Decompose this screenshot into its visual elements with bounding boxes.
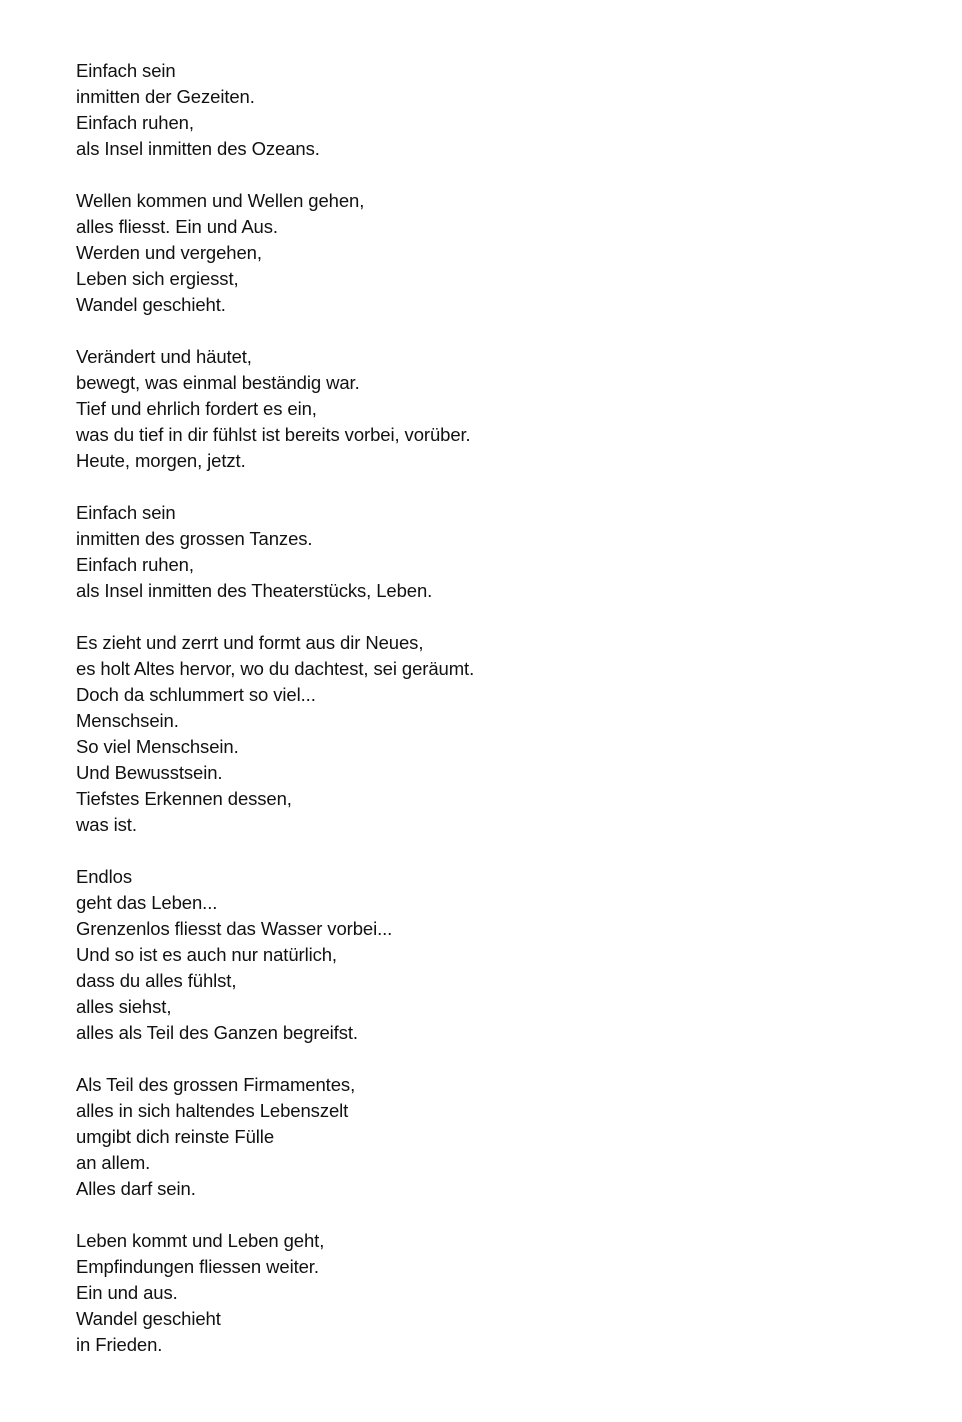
poem-line: dass du alles fühlst, [76,970,237,991]
poem-line: in Frieden. [76,1334,163,1355]
poem-line: inmitten der Gezeiten. [76,86,255,107]
poem-line: alles in sich haltendes Lebenszelt [76,1100,349,1121]
poem-line: Heute, morgen, jetzt. [76,450,246,471]
poem-document [76,58,936,1384]
poem-line: Werden und vergehen, [76,242,262,263]
poem-line: Und so ist es auch nur natürlich, [76,944,337,965]
poem-line: Einfach sein [76,60,176,81]
poem-line: als Insel inmitten des Theaterstücks, Leben. [76,580,433,601]
poem-line: Grenzenlos fliesst das Wasser vorbei... [76,918,393,939]
poem-line: Tiefstes Erkennen dessen, [76,788,292,809]
poem-line: Endlos [76,866,132,887]
stanza [76,630,936,838]
poem-line: Als Teil des grossen Firmamentes, [76,1074,356,1095]
poem-line: Empfindungen fliessen weiter. [76,1256,319,1277]
poem-line: Einfach ruhen, [76,112,194,133]
stanza [76,1072,936,1202]
stanza [76,188,936,318]
stanza [76,864,936,1046]
poem-line: es holt Altes hervor, wo du dachtest, sei geräumt. [76,658,475,679]
poem-line: alles als Teil des Ganzen begreifst. [76,1022,358,1043]
poem-line: geht das Leben... [76,892,218,913]
poem-line: inmitten des grossen Tanzes. [76,528,313,549]
poem-line: an allem. [76,1152,151,1173]
stanza [76,58,936,162]
stanza [76,1228,936,1358]
poem-line: Einfach sein [76,502,176,523]
poem-line: was du tief in dir fühlst ist bereits vorbei, vorüber. [76,424,471,445]
poem-line: was ist. [76,814,137,835]
poem-line: bewegt, was einmal beständig war. [76,372,360,393]
poem-line: Leben kommt und Leben geht, [76,1230,325,1251]
stanza [76,344,936,474]
poem-line: alles siehst, [76,996,172,1017]
poem-line: Doch da schlummert so viel... [76,684,316,705]
poem-line: Wandel geschieht. [76,294,226,315]
poem-line: Es zieht und zerrt und formt aus dir Neues, [76,632,424,653]
poem-line: Wellen kommen und Wellen gehen, [76,190,365,211]
poem-line: Verändert und häutet, [76,346,252,367]
stanza [76,500,936,604]
poem-line: So viel Menschsein. [76,736,239,757]
poem-line: umgibt dich reinste Fülle [76,1126,275,1147]
poem-line: Leben sich ergiesst, [76,268,239,289]
poem-line: Tief und ehrlich fordert es ein, [76,398,317,419]
poem-line: Einfach ruhen, [76,554,194,575]
poem-line: Ein und aus. [76,1282,178,1303]
poem-line: als Insel inmitten des Ozeans. [76,138,320,159]
poem-line: Alles darf sein. [76,1178,196,1199]
poem-line: Menschsein. [76,710,179,731]
poem-line: alles fliesst. Ein und Aus. [76,216,278,237]
poem-line: Und Bewusstsein. [76,762,223,783]
poem-line: Wandel geschieht [76,1308,221,1329]
